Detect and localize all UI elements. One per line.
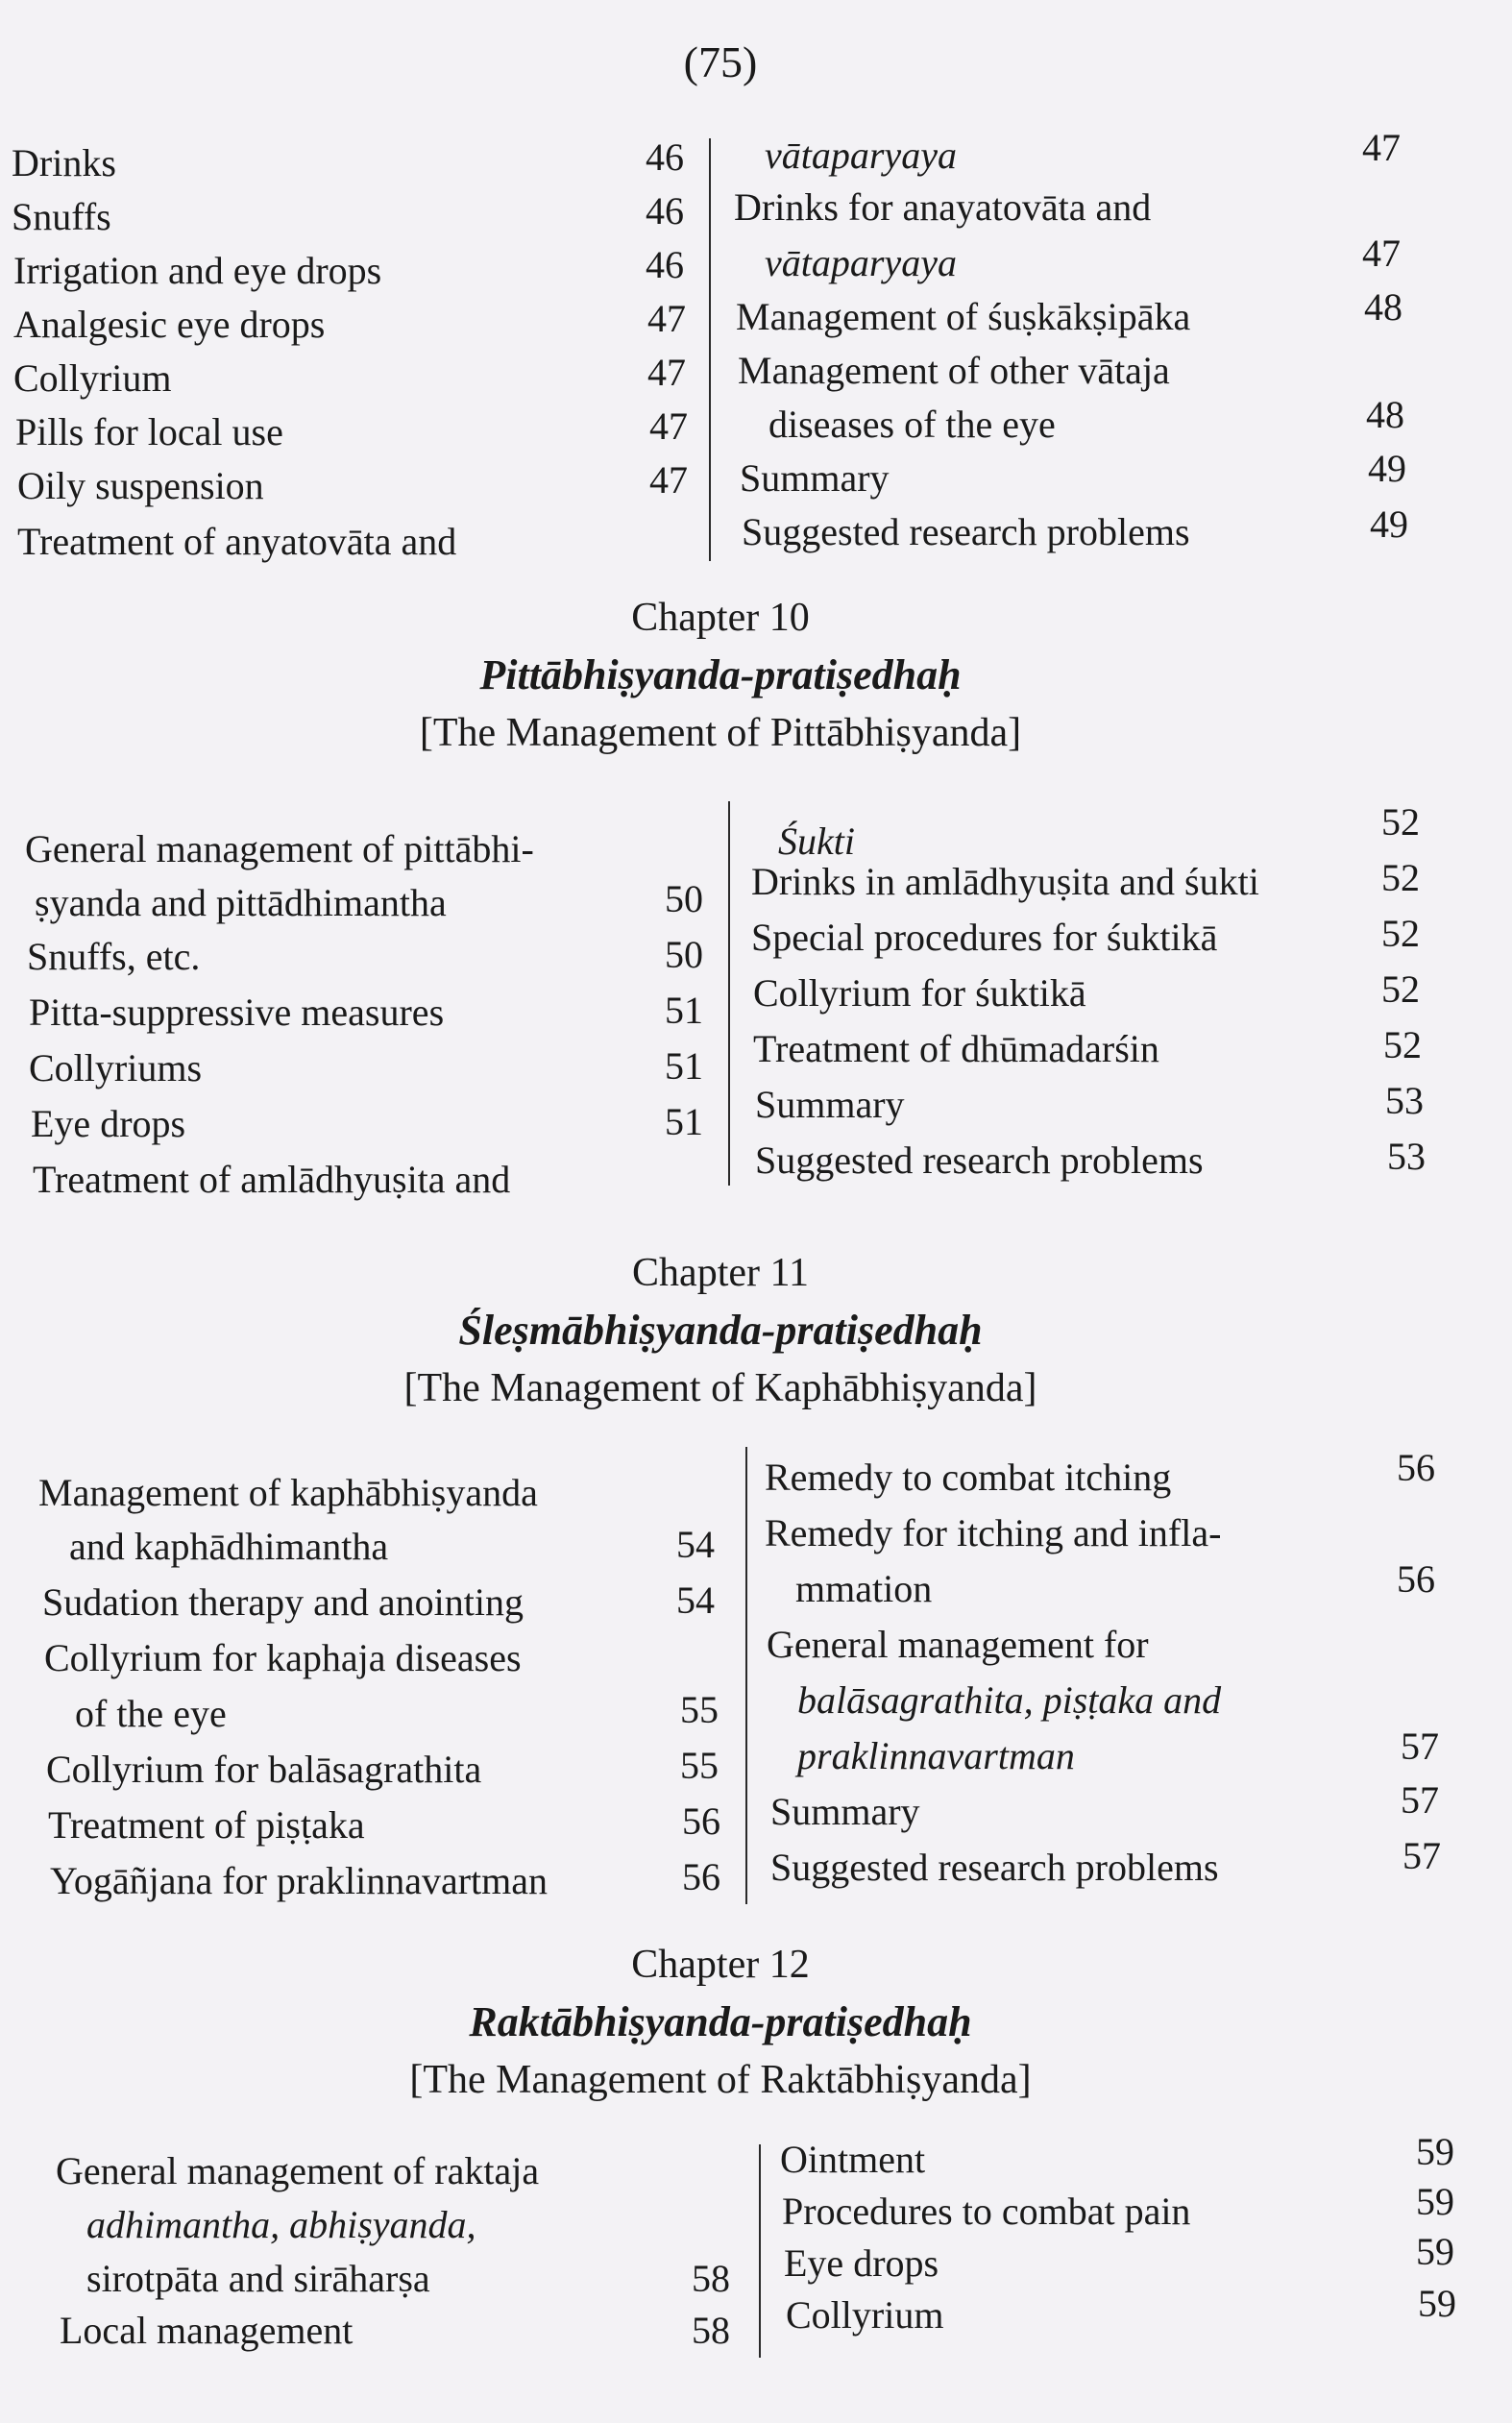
toc-page: 57 [1401,1778,1439,1822]
toc-page: 59 [1416,2230,1454,2273]
toc-page: 47 [649,458,688,502]
chapter-label: Chapter 12 [631,1943,810,1987]
toc-entry: Treatment of amlādhyuṣita and [33,1158,511,1201]
toc-page: 47 [1362,232,1401,275]
toc-entry: vātaparyaya [765,241,957,284]
toc-entry: Yogāñjana for praklinnavartman [50,1859,549,1902]
toc-page: 55 [680,1744,719,1787]
toc-entry: Remedy to combat itching [765,1456,1172,1499]
toc-page: 51 [665,1044,703,1088]
toc-page: 53 [1385,1079,1424,1122]
toc-page: 49 [1368,447,1406,490]
toc-block-2 [0,1447,1512,1908]
toc-page: 54 [676,1579,715,1622]
toc-page: 56 [1397,1446,1435,1489]
chapter-label: Chapter 10 [631,596,810,640]
toc-block-1 [0,795,1512,1209]
toc-entry: and kaphādhimantha [69,1525,389,1568]
toc-entry: Drinks in amlādhyuṣita and śukti [751,860,1259,903]
chapter-title: Pittābhiṣyanda-pratiṣedhaḥ [479,651,962,698]
toc-page: 59 [1418,2282,1456,2325]
toc-page: 52 [1383,1023,1422,1066]
toc-entry: vātaparyaya [765,134,957,177]
chapter-heading [0,1937,1441,2108]
chapter-title: Raktābhiṣyanda-pratiṣedhaḥ [469,1998,972,2045]
toc-page: 47 [649,404,688,448]
toc-page: 55 [680,1688,719,1731]
toc-page: 51 [665,1100,703,1143]
toc-entry: Irrigation and eye drops [13,249,382,292]
toc-entry: Procedures to combat pain [782,2190,1191,2233]
chapter-subtitle: [The Management of Pittābhiṣyanda] [419,711,1022,755]
toc-entry: mmation [795,1567,933,1610]
toc-entry: Pills for local use [15,410,283,453]
toc-page: 57 [1401,1725,1439,1768]
toc-entry: Suggested research problems [755,1138,1204,1182]
toc-entry: General management of raktaja [56,2149,540,2192]
toc-page: 52 [1381,856,1420,899]
chapter-subtitle: [The Management of Raktābhiṣyanda] [409,2058,1032,2102]
toc-page: 50 [665,933,703,976]
toc-page: 57 [1402,1834,1441,1877]
chapter-subtitle: [The Management of Kaphābhiṣyanda] [403,1366,1037,1410]
toc-entry: Drinks for anayatovāta and [734,185,1152,229]
toc-page: 47 [647,351,686,394]
toc-entry: Collyrium [13,356,172,400]
toc-page: 49 [1370,502,1408,546]
toc-page: 47 [647,297,686,340]
toc-entry: Analgesic eye drops [13,303,326,346]
toc-page: 48 [1366,393,1404,436]
toc-page: 54 [676,1523,715,1566]
toc-entry: Pitta-suppressive measures [29,991,445,1034]
toc-entry: Eye drops [784,2241,939,2285]
chapter-heading [0,1245,1441,1416]
toc-entry: Oily suspension [17,464,264,507]
toc-entry: Special procedures for śuktikā [751,916,1218,959]
toc-entry: Treatment of anyatovāta and [17,520,457,563]
toc-entry: praklinnavartman [797,1734,1075,1777]
toc-entry: Suggested research problems [770,1846,1219,1889]
toc-page: 59 [1416,2180,1454,2223]
toc-entry: Śukti [778,820,855,863]
toc-entry: Local management [60,2309,354,2352]
toc-entry: Management of śuṣkākṣipāka [736,295,1191,338]
toc-entry: Collyriums [29,1046,203,1089]
toc-page: 56 [682,1799,720,1843]
column-divider [745,1447,747,1904]
toc-page: 46 [646,243,684,286]
toc-entry: Treatment of piṣṭaka [48,1803,365,1847]
toc-page: 52 [1381,800,1420,844]
toc-entry: Collyrium for śuktikā [753,971,1086,1015]
column-divider [759,2144,761,2358]
page-number: (75) [683,37,758,86]
column-divider [728,801,730,1186]
toc-page: 50 [665,877,703,920]
toc-entry: Collyrium [786,2293,944,2337]
chapter-heading [0,590,1441,761]
toc-page: 48 [1364,285,1402,329]
toc-entry: balāsagrathita, piṣṭaka and [797,1678,1222,1722]
toc-entry: Suggested research problems [742,510,1190,553]
toc-page: 56 [682,1855,720,1898]
toc-entry: diseases of the eye [768,403,1056,446]
chapter-label: Chapter 11 [632,1251,809,1295]
toc-entry: Summary [770,1790,920,1833]
toc-block-3 [0,2130,1512,2404]
toc-entry: General management of pittābhi- [25,827,534,870]
column-divider [709,138,711,561]
toc-entry: Remedy for itching and infla- [765,1511,1222,1554]
toc-page: 46 [646,135,684,179]
chapter-title: Śleṣmābhiṣyanda-pratiṣedhaḥ [458,1307,983,1354]
toc-entry: Summary [740,456,890,500]
toc-entry: Snuffs [12,195,111,238]
toc-page: 46 [646,189,684,233]
toc-page: 58 [692,2257,730,2300]
toc-entry: Collyrium for balāsagrathita [46,1748,482,1791]
toc-page: 52 [1381,967,1420,1011]
toc-entry: of the eye [75,1692,227,1735]
toc-page: 47 [1362,126,1401,169]
toc-entry: Sudation therapy and anointing [42,1580,524,1624]
toc-entry: Management of kaphābhiṣyanda [38,1471,538,1514]
toc-page: 59 [1416,2130,1454,2173]
toc-block-0 [0,127,1512,569]
toc-entry: Drinks [12,141,116,184]
toc-entry: Collyrium for kaphaja diseases [44,1636,522,1679]
toc-entry: Treatment of dhūmadarśin [753,1027,1159,1070]
toc-entry: sirotpāta and sirāharṣa [86,2257,430,2300]
toc-page: 53 [1387,1135,1426,1178]
toc-page: 56 [1397,1557,1435,1601]
toc-entry: Ointment [780,2138,926,2181]
toc-entry: ṣyanda and pittādhimantha [35,881,447,924]
toc-entry: General management for [767,1623,1149,1666]
toc-page: 58 [692,2309,730,2352]
toc-entry: adhimantha, abhiṣyanda, [86,2203,476,2246]
toc-entry: Eye drops [31,1102,186,1145]
toc-entry: Management of other vātaja [738,349,1170,392]
toc-entry: Summary [755,1083,905,1126]
toc-page: 51 [665,989,703,1032]
toc-page: 52 [1381,912,1420,955]
toc-entry: Snuffs, etc. [27,935,201,978]
